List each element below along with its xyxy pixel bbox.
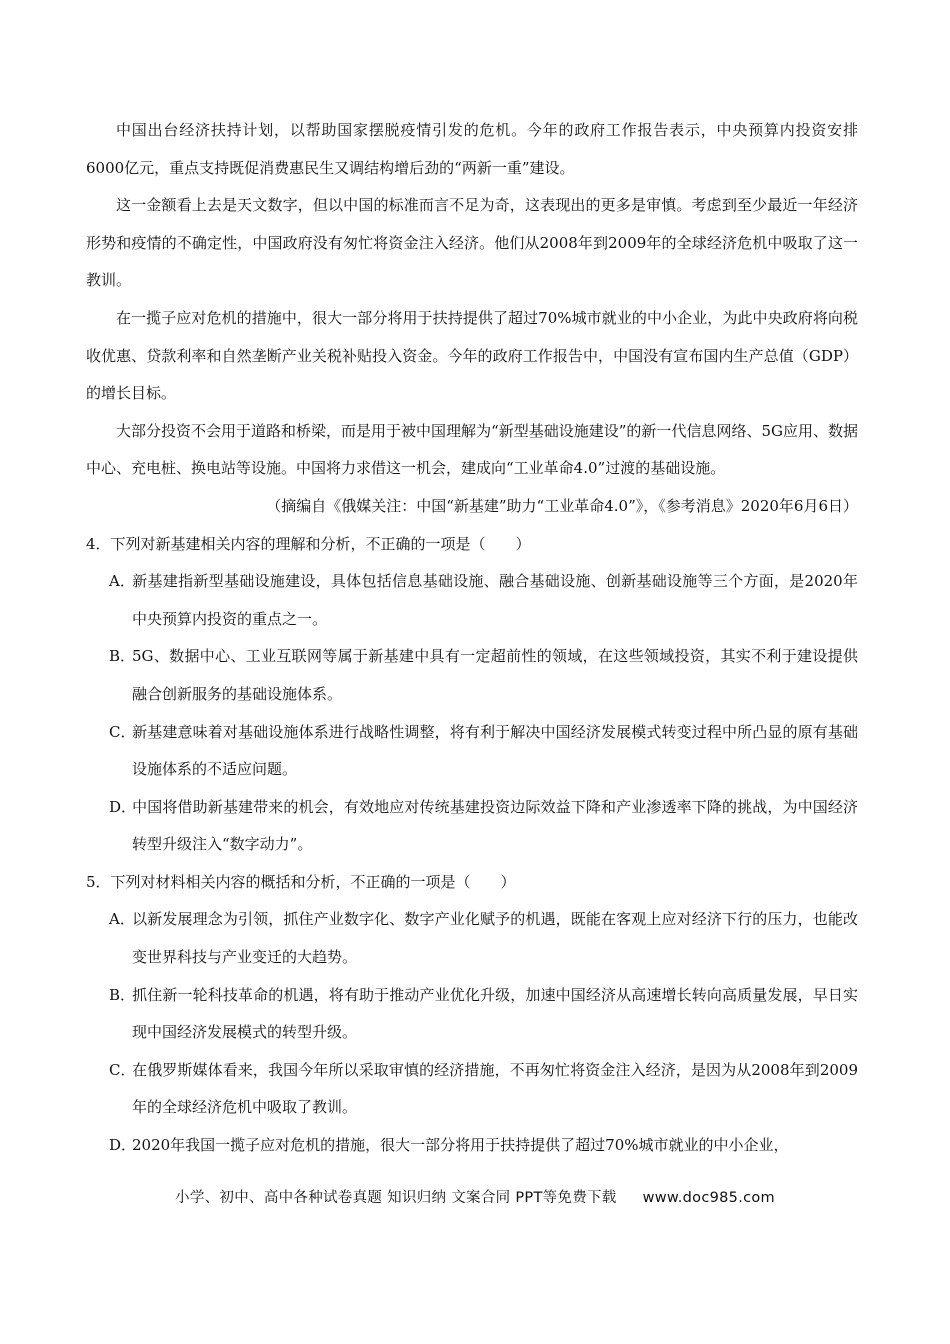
question-4-option-a [86, 563, 858, 638]
footer-text: 小学、初中、高中各种试卷真题 知识归纳 文案合同 PPT等免费下载 [175, 1190, 617, 1206]
option-text: 5G、数据中心、工业互联网等属于新基建中具有一定超前性的领域，在这些领域投资，其实不利于建设提供融合创新服务的基础设施体系。 [132, 647, 858, 703]
option-text: 抓住新一轮科技革命的机遇，将有助于推动产业优化升级，加速中国经济从高速增长转向高质量发展，早日实现中国经济发展模式的转型升级。 [132, 985, 858, 1042]
question-4 [86, 526, 858, 864]
question-5-stem: 5．下列对材料相关内容的概括和分析，不正确的一项是（ ） [86, 872, 516, 891]
question-5 [86, 864, 858, 1165]
passage-paragraph-1: 中国出台经济扶持计划，以帮助国家摆脱疫情引发的危机。今年的政府工作报告表示，中央预算内投资安排6000亿元，重点支持既促消费惠民生又调结构增后劲的“两新一重”建设。 [86, 121, 858, 177]
passage-paragraph-4: 大部分投资不会用于道路和桥梁，而是用于被中国理解为“新型基础设施建设”的新一代信息网络、5G应用、数据中心、充电桩、换电站等设施。中国将力求借这一机会，建成向“工业革命4.0”过渡的基础设施。 [86, 421, 858, 478]
question-5-option-d [86, 1127, 858, 1165]
option-letter: D． [109, 1136, 137, 1155]
option-letter: B． [109, 985, 136, 1004]
document-page [86, 112, 858, 1165]
option-letter: B． [109, 647, 136, 666]
option-text: 在俄罗斯媒体看来，我国今年所以采取审慎的经济措施，不再匆忙将资金注入经济，是因为从2008年到2009年的全球经济危机中吸取了教训。 [132, 1060, 858, 1117]
option-text: 2020年我国一揽子应对危机的措施，很大一部分将用于扶持提供了超过70%城市就业的中小企业， [132, 1136, 789, 1155]
question-5-option-b [86, 977, 858, 1052]
question-4-option-b [86, 638, 858, 713]
question-5-option-a [86, 901, 858, 976]
question-4-stem: 4．下列对新基建相关内容的理解和分析，不正确的一项是（ ） [86, 534, 531, 553]
page-footer [0, 1186, 950, 1207]
option-letter: D． [109, 797, 137, 816]
option-letter: A． [109, 572, 135, 591]
option-text: 中国将借助新基建带来的机会，有效地应对传统基建投资边际效益下降和产业渗透率下降的挑战，为中国经济转型升级注入“数字动力”。 [132, 797, 858, 854]
option-letter: C． [109, 722, 136, 741]
question-4-option-c [86, 714, 858, 789]
option-letter: A． [109, 910, 135, 929]
passage-paragraph-2: 这一金额看上去是天文数字，但以中国的标准而言不足为奇，这表现出的更多是审慎。考虑到至少最近一年经济形势和疫情的不确定性，中国政府没有匆忙将资金注入经济。他们从2008年到2009年的全球经济危机中吸取了这一教训。 [86, 196, 858, 290]
option-text: 以新发展理念为引领，抓住产业数字化、数字产业化赋予的机遇，既能在客观上应对经济下行的压力，也能改变世界科技与产业变迁的大趋势。 [132, 910, 858, 967]
footer-url-link[interactable]: www.doc985.com [642, 1190, 775, 1206]
question-4-option-d [86, 789, 858, 864]
option-text: 新基建意味着对基础设施体系进行战略性调整，将有利于解决中国经济发展模式转变过程中所凸显的原有基础设施体系的不适应问题。 [132, 722, 858, 779]
question-5-option-c [86, 1052, 858, 1127]
passage-paragraph-3: 在一揽子应对危机的措施中，很大一部分将用于扶持提供了超过70%城市就业的中小企业，为此中央政府将向税收优惠、贷款利率和自然垄断产业关税补贴投入资金。今年的政府工作报告中，中国没有宣布国内生产总值（GDP）的增长目标。 [86, 308, 858, 403]
option-text: 新基建指新型基础设施建设，具体包括信息基础设施、融合基础设施、创新基础设施等三个方面，是2020年中央预算内投资的重点之一。 [132, 572, 858, 628]
option-letter: C． [109, 1060, 136, 1079]
passage-source-citation: （摘编自《俄媒关注：中国“新基建”助力“工业革命4.0”》，《参考消息》2020年6月6日） [266, 496, 858, 515]
